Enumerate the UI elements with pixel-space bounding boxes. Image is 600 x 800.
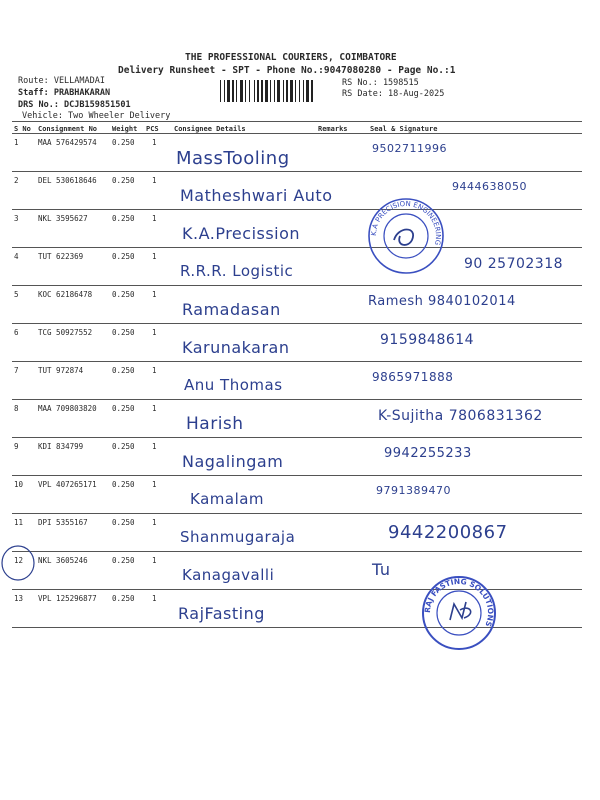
runsheet-subtitle: Delivery Runsheet - SPT - Phone No.:9047080280 - Page No.:1 [118, 65, 456, 76]
row-pcs: 1 [152, 252, 157, 261]
vehicle-label: Vehicle: Two Wheeler Delivery [22, 111, 171, 121]
col-header-consignment: Consignment No [38, 125, 98, 133]
row-consignee-handwritten: Kanagavalli [182, 566, 275, 584]
row-pcs: 1 [152, 518, 157, 527]
row-pcs: 1 [152, 556, 157, 565]
row-signature-handwritten: 9791389470 [376, 484, 451, 497]
col-header-remarks: Remarks [318, 125, 348, 133]
row-pcs: 1 [152, 442, 157, 451]
table-row [12, 400, 582, 438]
table-row [12, 210, 582, 248]
row-weight: 0.250 [112, 290, 135, 299]
row-sno: 7 [14, 366, 19, 375]
row-pcs: 1 [152, 138, 157, 147]
row-consignment-no: TUT 972874 [38, 366, 84, 375]
row-sno: 2 [14, 176, 19, 185]
row-consignment-no: NKL 3605246 [38, 556, 88, 565]
company-title: THE PROFESSIONAL COURIERS, COIMBATORE [185, 52, 397, 63]
table-row [12, 438, 582, 476]
row-signature-handwritten: Ramesh 9840102014 [368, 294, 516, 309]
route-label: Route: VELLAMADAI [18, 76, 105, 86]
row-sno: 1 [14, 138, 19, 147]
barcode [220, 80, 338, 102]
row-pcs: 1 [152, 480, 157, 489]
runsheet-table [12, 121, 582, 631]
row-consignee-handwritten: Ramadasan [182, 300, 281, 319]
row-pcs: 1 [152, 594, 157, 603]
row-consignment-no: KDI 834799 [38, 442, 84, 451]
row-consignee-handwritten: Karunakaran [182, 338, 290, 357]
col-header-signature: Seal & Signature [370, 125, 438, 133]
pen-circle-mark [0, 543, 40, 587]
row-weight: 0.250 [112, 518, 135, 527]
row-weight: 0.250 [112, 328, 135, 337]
row-consignment-no: TUT 622369 [38, 252, 84, 261]
row-consignee-handwritten: Anu Thomas [184, 376, 283, 394]
row-consignee-handwritten: MassTooling [176, 148, 290, 169]
row-consignee-handwritten: RajFasting [178, 604, 265, 623]
table-row [12, 514, 582, 552]
rajfasting-stamp [420, 574, 498, 652]
row-consignment-no: DEL 530618646 [38, 176, 97, 185]
row-weight: 0.250 [112, 594, 135, 603]
row-sno: 11 [14, 518, 24, 527]
row-pcs: 1 [152, 214, 157, 223]
row-consignment-no: VPL 125296877 [38, 594, 97, 603]
row-sno: 13 [14, 594, 24, 603]
row-signature-handwritten: Tu [372, 560, 391, 579]
row-weight: 0.250 [112, 404, 135, 413]
row-pcs: 1 [152, 290, 157, 299]
row-consignee-handwritten: K.A.Precission [182, 224, 301, 243]
row-consignee-handwritten: Shanmugaraja [180, 528, 296, 546]
row-signature-handwritten: 9442200867 [388, 522, 508, 543]
row-pcs: 1 [152, 366, 157, 375]
row-consignee-handwritten: Matheshwari Auto [180, 186, 333, 205]
row-sno: 12 [14, 556, 24, 565]
row-weight: 0.250 [112, 480, 135, 489]
staff-label: Staff: PRABHAKARAN [18, 88, 111, 98]
rs-number: RS No.: 1598515 [342, 78, 419, 88]
row-sno: 9 [14, 442, 19, 451]
table-row [12, 476, 582, 514]
table-row [12, 172, 582, 210]
row-weight: 0.250 [112, 366, 135, 375]
row-signature-handwritten: K-Sujitha 7806831362 [378, 408, 543, 424]
row-pcs: 1 [152, 176, 157, 185]
row-sno: 6 [14, 328, 19, 337]
row-sno: 3 [14, 214, 19, 223]
precision-stamp [366, 196, 446, 276]
table-row [12, 248, 582, 286]
row-consignment-no: MAA 576429574 [38, 138, 97, 147]
row-consignment-no: TCG 50927552 [38, 328, 93, 337]
row-sno: 10 [14, 480, 24, 489]
row-consignee-handwritten: Harish [186, 414, 244, 434]
row-signature-handwritten: 9159848614 [380, 332, 475, 348]
row-weight: 0.250 [112, 556, 135, 565]
table-row [12, 324, 582, 362]
row-consignment-no: DPI 5355167 [38, 518, 88, 527]
row-consignment-no: VPL 407265171 [38, 480, 97, 489]
row-pcs: 1 [152, 328, 157, 337]
row-sno: 8 [14, 404, 19, 413]
svg-text:RAJ FASTING SOLUTIONS: RAJ FASTING SOLUTIONS [422, 576, 496, 628]
table-row [12, 362, 582, 400]
row-signature-handwritten: 9502711996 [372, 142, 447, 155]
row-weight: 0.250 [112, 138, 135, 147]
svg-text:K.A PRECISION ENGINEERING: K.A PRECISION ENGINEERING [369, 199, 443, 246]
table-row [12, 286, 582, 324]
row-weight: 0.250 [112, 214, 135, 223]
row-weight: 0.250 [112, 442, 135, 451]
rs-date: RS Date: 18-Aug-2025 [342, 89, 445, 99]
row-signature-handwritten: 9865971888 [372, 370, 454, 384]
row-consignment-no: NKL 3595627 [38, 214, 88, 223]
table-row [12, 134, 582, 172]
row-sno: 5 [14, 290, 19, 299]
row-consignment-no: MAA 709803820 [38, 404, 97, 413]
col-header-consignee: Consignee Details [174, 125, 246, 133]
row-weight: 0.250 [112, 252, 135, 261]
row-signature-handwritten: 9444638050 [452, 180, 527, 193]
row-consignee-handwritten: R.R.R. Logistic [180, 262, 294, 280]
row-sno: 4 [14, 252, 19, 261]
row-signature-handwritten: 90 25702318 [464, 256, 564, 272]
row-pcs: 1 [152, 404, 157, 413]
drs-number: DRS No.: DCJB159851501 [18, 100, 131, 110]
row-consignee-handwritten: Nagalingam [182, 452, 284, 471]
row-weight: 0.250 [112, 176, 135, 185]
row-consignee-handwritten: Kamalam [190, 490, 265, 508]
row-signature-handwritten: 9942255233 [384, 446, 472, 461]
col-header-sno: S No [14, 125, 31, 133]
row-consignment-no: KOC 62186478 [38, 290, 93, 299]
col-header-weight: Weight [112, 125, 138, 133]
col-header-pcs: PCS [146, 125, 159, 133]
